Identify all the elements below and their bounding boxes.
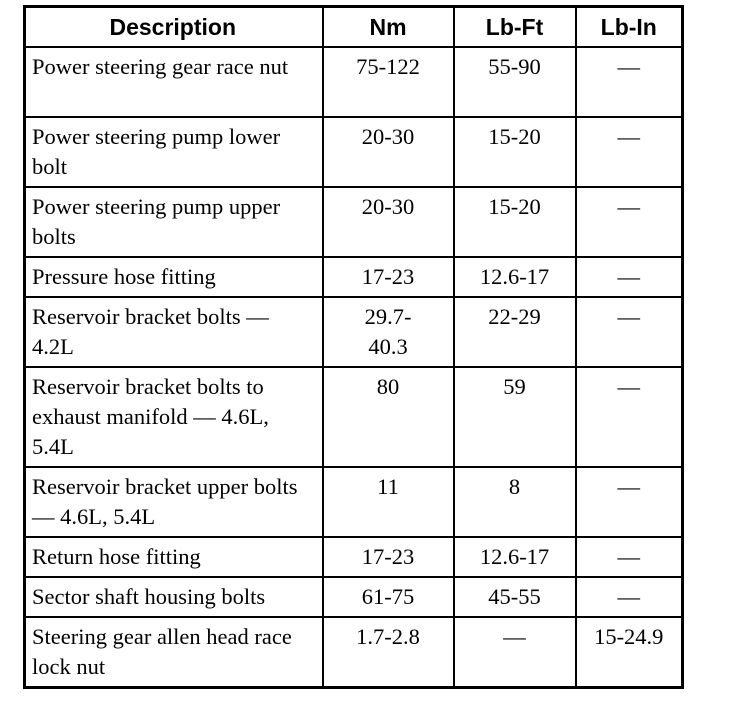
cell-nm: 1.7-2.8	[323, 617, 454, 688]
cell-nm: 11	[323, 467, 454, 537]
cell-lb-ft: 12.6-17	[454, 257, 576, 297]
cell-description: Power steering pump upper bolts	[25, 187, 323, 257]
table-row	[25, 187, 683, 257]
cell-nm: 29.7-40.3	[323, 297, 454, 367]
cell-description: Reservoir bracket bolts to exhaust manifold — 4.6L, 5.4L	[25, 367, 323, 467]
cell-nm: 61-75	[323, 577, 454, 617]
cell-lb-ft: 22-29	[454, 297, 576, 367]
cell-lb-ft: 12.6-17	[454, 537, 576, 577]
column-header-lb-ft: Lb-Ft	[454, 7, 576, 47]
cell-lb-in: —	[576, 297, 683, 367]
cell-description: Steering gear allen head race lock nut	[25, 617, 323, 688]
cell-description: Reservoir bracket upper bolts — 4.6L, 5.4L	[25, 467, 323, 537]
cell-nm: 75-122	[323, 47, 454, 117]
cell-nm: 20-30	[323, 117, 454, 187]
cell-nm: 80	[323, 367, 454, 467]
cell-lb-ft: 45-55	[454, 577, 576, 617]
table-row	[25, 367, 683, 467]
torque-specifications-table	[23, 5, 684, 689]
cell-nm: 17-23	[323, 257, 454, 297]
cell-description: Power steering gear race nut	[25, 47, 323, 117]
cell-lb-ft: 15-20	[454, 187, 576, 257]
table-row	[25, 467, 683, 537]
cell-lb-ft: 59	[454, 367, 576, 467]
column-header-nm: Nm	[323, 7, 454, 47]
cell-description: Return hose fitting	[25, 537, 323, 577]
cell-lb-in: —	[576, 577, 683, 617]
cell-description: Sector shaft housing bolts	[25, 577, 323, 617]
cell-lb-in: —	[576, 117, 683, 187]
cell-lb-in: 15-24.9	[576, 617, 683, 688]
cell-lb-in: —	[576, 467, 683, 537]
cell-lb-ft: 55-90	[454, 47, 576, 117]
column-header-description: Description	[25, 7, 323, 47]
cell-description: Pressure hose fitting	[25, 257, 323, 297]
table-row	[25, 257, 683, 297]
table-row	[25, 117, 683, 187]
cell-lb-in: —	[576, 257, 683, 297]
table-row	[25, 297, 683, 367]
cell-lb-ft: —	[454, 617, 576, 688]
table-row	[25, 537, 683, 577]
cell-nm: 20-30	[323, 187, 454, 257]
cell-lb-ft: 15-20	[454, 117, 576, 187]
table-row	[25, 577, 683, 617]
cell-lb-in: —	[576, 367, 683, 467]
table-row	[25, 47, 683, 117]
cell-description: Reservoir bracket bolts — 4.2L	[25, 297, 323, 367]
cell-nm: 17-23	[323, 537, 454, 577]
cell-lb-in: —	[576, 187, 683, 257]
table-header-row	[25, 7, 683, 47]
cell-lb-in: —	[576, 47, 683, 117]
cell-lb-ft: 8	[454, 467, 576, 537]
cell-lb-in: —	[576, 537, 683, 577]
table-row	[25, 617, 683, 688]
column-header-lb-in: Lb-In	[576, 7, 683, 47]
cell-description: Power steering pump lower bolt	[25, 117, 323, 187]
